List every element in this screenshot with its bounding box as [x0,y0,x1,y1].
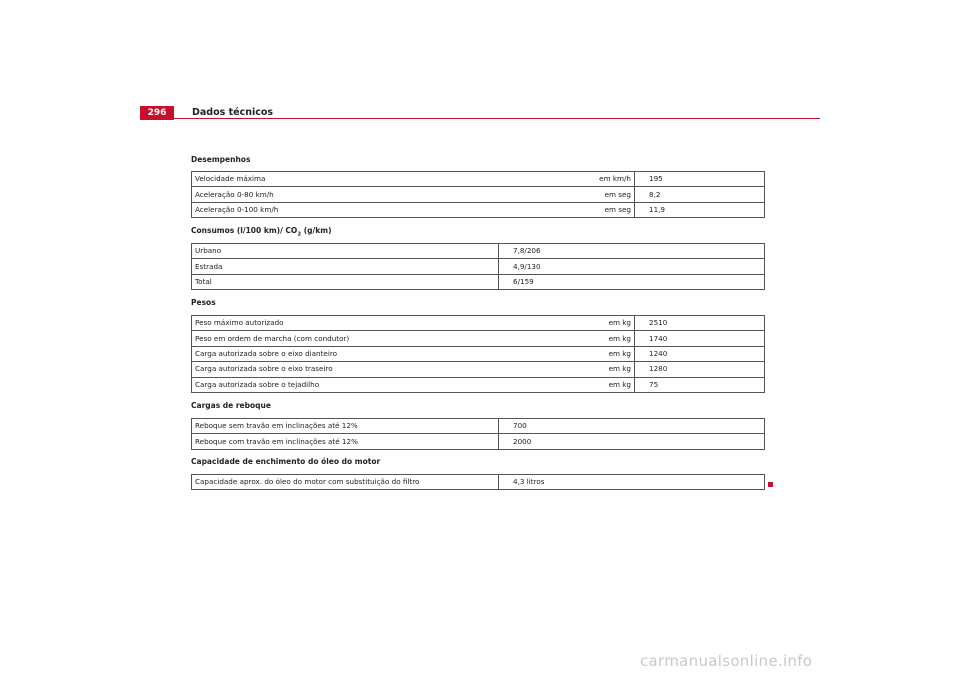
row-value: 7,8/206 [499,244,765,259]
table-row [192,419,765,434]
table-row [192,259,765,274]
table-row [192,202,765,217]
row-unit: em seg [488,202,635,217]
row-unit: em seg [488,187,635,202]
consumption-title-subscript: 2 [297,231,302,238]
table-row [192,346,765,361]
row-value: 1280 [635,362,765,377]
header-rule [140,118,820,119]
page-title: Dados técnicos [192,107,274,118]
row-label: Reboque sem travão em inclinações até 12% [192,419,499,434]
table-row [192,172,765,187]
row-value: 700 [499,419,765,434]
row-label: Aceleração 0-80 km/h [192,187,489,202]
performance-table [191,171,765,218]
row-label: Total [192,274,499,289]
towing-table [191,418,765,450]
section-title-weights: Pesos [191,298,216,307]
row-label: Aceleração 0-100 km/h [195,204,279,214]
row-value: 8,2 [635,187,765,202]
row-label: Capacidade aprox. do óleo do motor com substituição do filtro [192,475,499,490]
row-label: Peso máximo autorizado [192,316,489,331]
row-unit: em kg [488,316,635,331]
row-label: Urbano [192,244,499,259]
row-value: 4,9/130 [499,259,765,274]
row-value: 195 [635,172,765,187]
row-value: 1240 [635,346,765,361]
section-title-performance: Desempenhos [191,155,251,164]
table-row [192,274,765,289]
section-title-oil: Capacidade de enchimento do óleo do motor [191,457,381,466]
row-value: 6/159 [513,276,534,286]
row-unit: em kg [488,346,635,361]
row-label: Velocidade máxima [192,172,489,187]
section-title-towing: Cargas de reboque [191,401,271,410]
consumption-title-end: (g/km) [301,226,332,235]
table-row [192,434,765,449]
oil-table [191,474,765,490]
table-row [192,244,765,259]
weights-table [191,315,765,393]
page-number: 296 [140,106,174,120]
row-label: Peso em ordem de marcha (com condutor) [192,331,489,346]
table-row [192,187,765,202]
row-unit: em kg [488,331,635,346]
table-row [192,362,765,377]
row-label: Carga autorizada sobre o tejadilho [195,379,320,389]
row-value: 4,3 litros [513,477,545,487]
row-value: 11,9 [649,204,666,214]
row-value: 1740 [635,331,765,346]
section-title-consumption [191,226,332,238]
end-of-section-marker [768,482,773,487]
table-row [192,331,765,346]
page-header [140,106,820,120]
consumption-title-main: Consumos (l/100 km)/ CO [191,226,298,235]
row-label: Carga autorizada sobre o eixo dianteiro [192,346,489,361]
row-value: 2510 [635,316,765,331]
row-label: Carga autorizada sobre o eixo traseiro [192,362,489,377]
row-unit: em kg [488,377,635,392]
watermark: carmanualsonline.info [640,652,813,670]
table-row [192,475,765,490]
row-label: Estrada [192,259,499,274]
consumption-table [191,243,765,290]
table-row [192,316,765,331]
row-label: Reboque com travão em inclinações até 12% [192,434,499,449]
row-value: 75 [649,379,659,389]
row-unit: em kg [488,362,635,377]
row-value: 2000 [513,436,532,446]
row-unit: em km/h [488,172,635,187]
table-row [192,377,765,392]
